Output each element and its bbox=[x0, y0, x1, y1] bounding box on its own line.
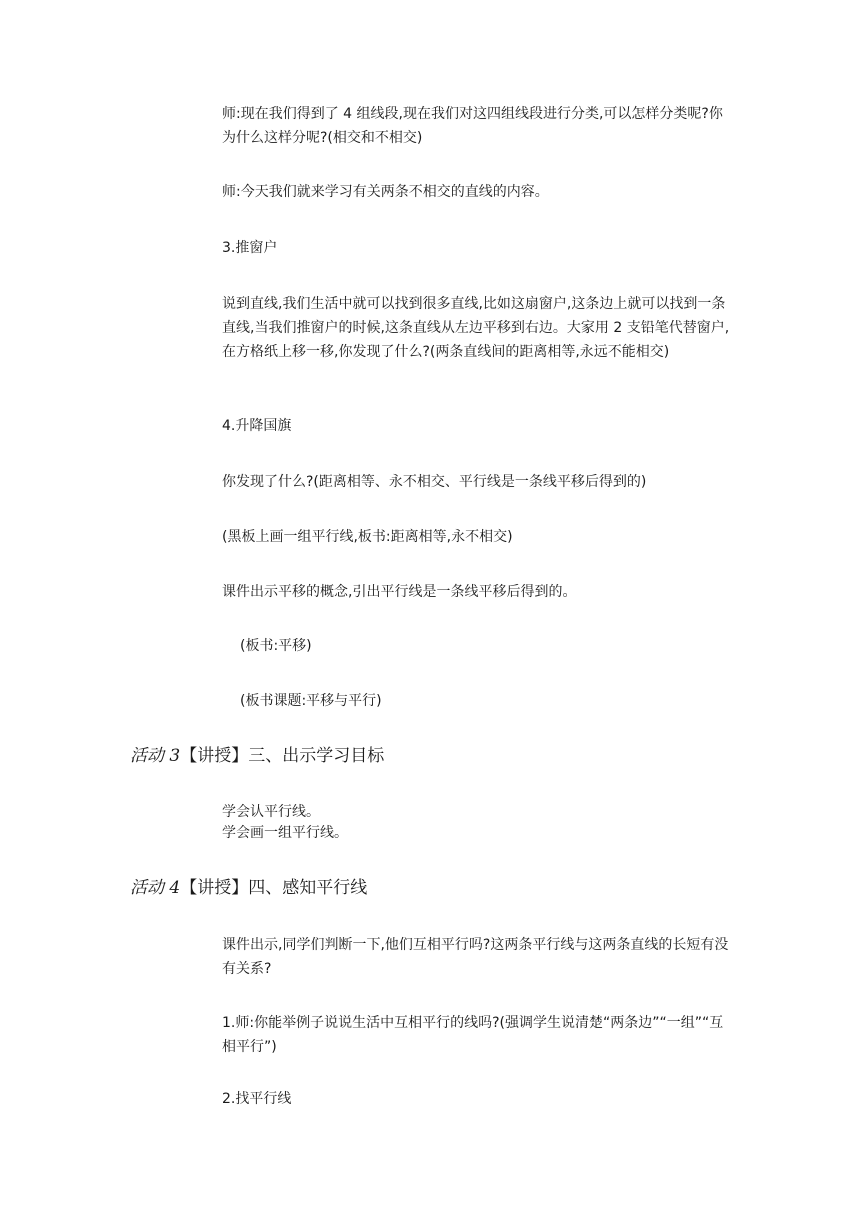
paragraph-teacher-today: 师:今天我们就来学习有关两条不相交的直线的内容。 bbox=[222, 184, 549, 200]
goal-draw-parallel: 学会画一组平行线。 bbox=[222, 825, 348, 841]
paragraph-board-title: (板书课题:平移与平行) bbox=[240, 693, 382, 709]
paragraph-board-translation: (板书:平移) bbox=[240, 638, 312, 654]
paragraph-what-found: 你发现了什么?(距离相等、永不相交、平行线是一条线平移后得到的) bbox=[222, 474, 647, 490]
paragraph-courseware-judge: 课件出示,同学们判断一下,他们互相平行吗?这两条平行线与这两条直线的长短有没有关系? bbox=[222, 937, 729, 977]
paragraph-translation-concept: 课件出示平移的概念,引出平行线是一条线平移后得到的。 bbox=[222, 584, 577, 600]
activity-4-heading bbox=[130, 876, 367, 900]
activity-4-title: 【讲授】四、感知平行线 bbox=[180, 878, 368, 898]
activity-4-label: 活动 4 bbox=[130, 878, 181, 898]
paragraph-teacher-classify: 师:现在我们得到了 4 组线段,现在我们对这四组线段进行分类,可以怎样分类呢?你为什么这样分呢?(相交和不相交) bbox=[222, 106, 723, 146]
subheading-find-parallel: 2.找平行线 bbox=[222, 1091, 292, 1107]
subheading-push-window: 3.推窗户 bbox=[222, 240, 278, 256]
subheading-flag-raising: 4.升降国旗 bbox=[222, 418, 292, 434]
paragraph-teacher-examples: 1.师:你能举例子说说生活中互相平行的线吗?(强调学生说清楚“两条边”“一组”“互相平行”) bbox=[222, 1015, 724, 1055]
activity-3-heading bbox=[130, 744, 384, 768]
paragraph-blackboard-parallel: (黑板上画一组平行线,板书:距离相等,永不相交) bbox=[222, 529, 513, 545]
goal-recognize-parallel: 学会认平行线。 bbox=[222, 804, 320, 820]
paragraph-window-lines: 说到直线,我们生活中就可以找到很多直线,比如这扇窗户,这条边上就可以找到一条直线,当我们推窗户的时候,这条直线从左边平移到右边。大家用 2 支铅笔代替窗户,在方格纸上移一移,你发现了什么?(两条直线间的距离相等,永远不能相交) bbox=[222, 296, 730, 360]
activity-3-label: 活动 3 bbox=[130, 746, 181, 766]
activity-3-title: 【讲授】三、出示学习目标 bbox=[180, 746, 385, 766]
